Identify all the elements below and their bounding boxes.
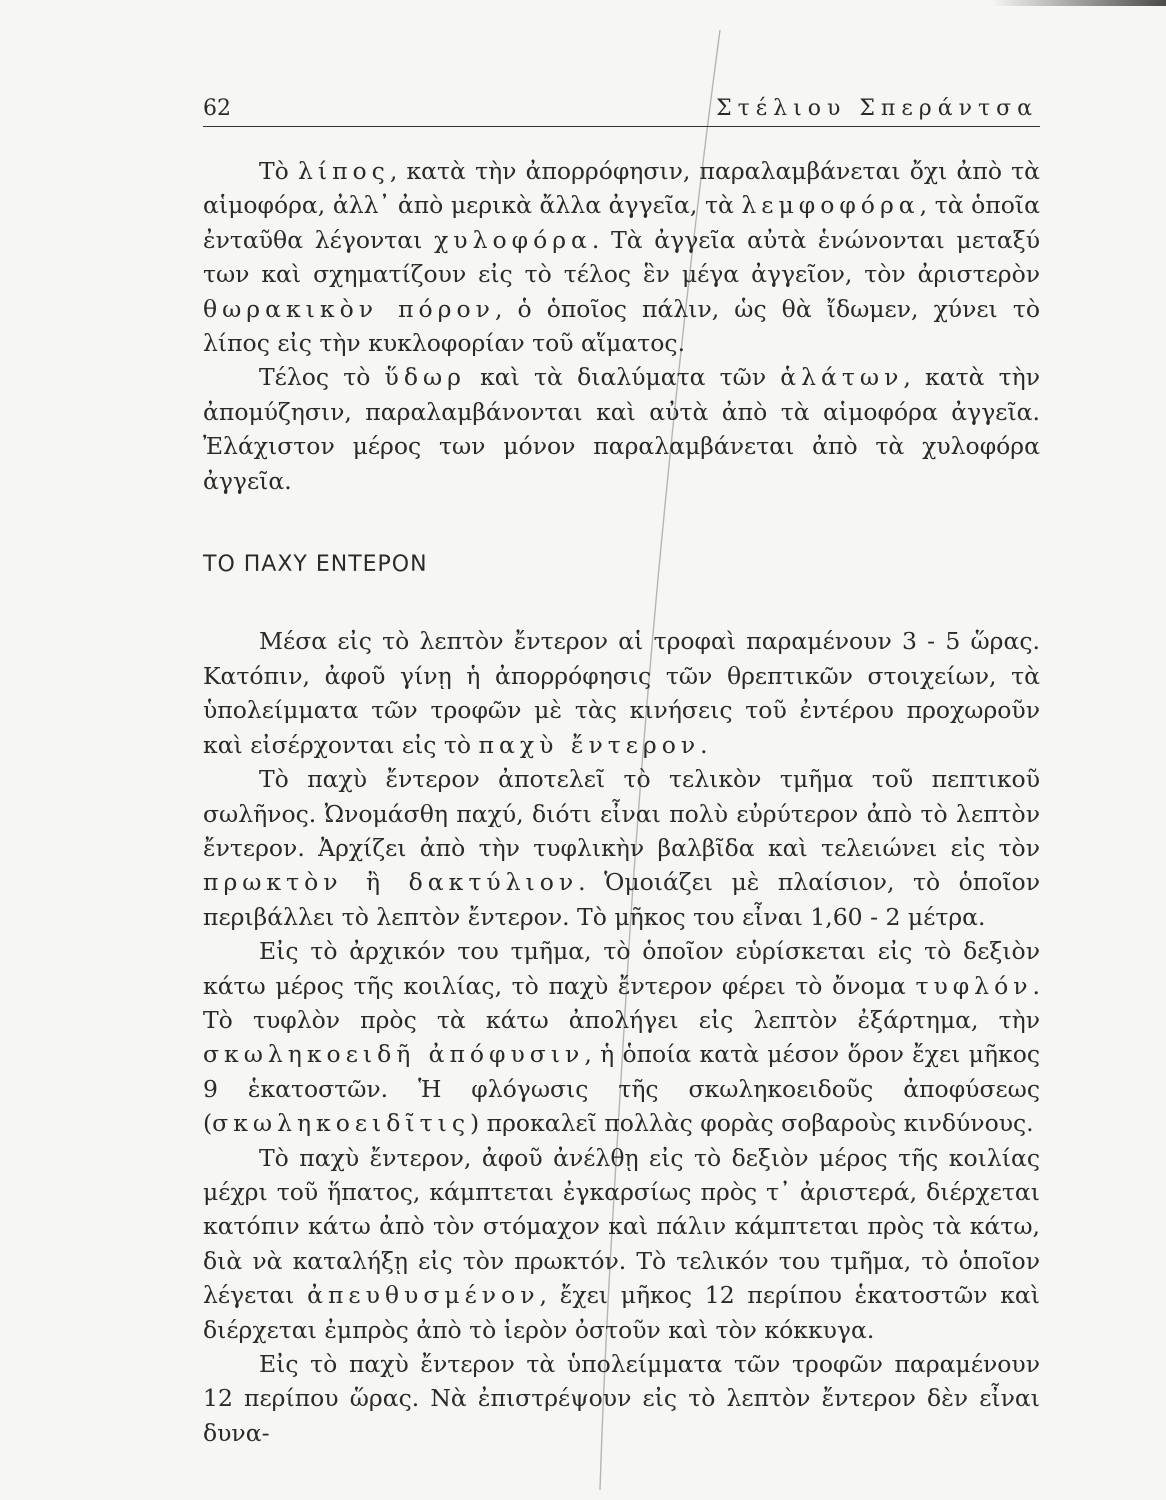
- paragraph-1: Τὸ λίπος, κατὰ τὴν ἀπορρόφησιν, παραλαμβάνεται ὄχι ἀπὸ τὰ αἱμοφόρα, ἀλλ᾽ ἀπὸ μερικὰ ἄλλα ἀγγεῖα, τὰ λεμφοφόρα, τὰ ὁποῖα ἐνταῦθα λέγονται χυλοφόρα. Τὰ ἀγγεῖα αὐτὰ ἑνώνονται μεταξύ των καὶ σχηματίζουν εἰς τὸ τέλος ἓν μέγα ἀγγεῖον, τὸν ἀριστερὸν θωρακικὸν πόρον, ὁ ὁποῖος πάλιν, ὡς θὰ ἴδωμεν, χύνει τὸ λίπος εἰς τὴν κυκλοφορίαν τοῦ αἵματος.: [203, 157, 1040, 358]
- paragraph-7: Εἰς τὸ παχὺ ἔντερον τὰ ὑπολείμματα τῶν τροφῶν παραμένουν 12 περίπου ὥρας. Νὰ ἐπιστρέψουν εἰς τὸ λεπτὸν ἔντερον δὲν εἶναι δυνα-: [203, 1350, 1040, 1447]
- body-text: [203, 154, 1040, 1450]
- spaced-term: λεμφοφόρα: [741, 191, 920, 220]
- paragraph-3: Μέσα εἰς τὸ λεπτὸν ἔντερον αἱ τροφαὶ παραμένουν 3 - 5 ὥρας. Κατόπιν, ἀφοῦ γίνῃ ἡ ἀπορρόφησις τῶν θρεπτικῶν στοιχείων, τὰ ὑπολείμματα τῶν τροφῶν μὲ τὰς κινήσεις τοῦ ἐντέρου προχωροῦν καὶ εἰσέρχονται εἰς τὸ παχὺ ἔντερον.: [203, 627, 1040, 759]
- running-head: Στέλιου Σπεράντσα: [716, 96, 1038, 121]
- scan-edge-shadow: [0, 0, 1166, 6]
- spaced-term: ἁλάτων: [780, 363, 904, 392]
- spaced-term: σκωληκοειδῆ ἀπόφυσιν: [203, 1040, 585, 1069]
- spaced-term: σκωληκοειδῖτις: [212, 1109, 470, 1138]
- spaced-term: τυφλόν: [915, 971, 1033, 1000]
- spaced-term: παχὺ ἔντερον: [478, 730, 701, 759]
- paragraph-6: Τὸ παχὺ ἔντερον, ἀφοῦ ἀνέλθῃ εἰς τὸ δεξιὸν μέρος τῆς κοιλίας μέχρι τοῦ ἥπατος, κάμπτεται ἐγκαρσίως πρὸς τ᾽ ἀριστερά, διέρχεται κατόπιν κάτω ἀπὸ τὸν στόμαχον καὶ πάλιν κάμπτεται πρὸς τὰ κάτω, διὰ νὰ καταλήξῃ εἰς τὸν πρωκτόν. Τὸ τελικόν του τμῆμα, τὸ ὁποῖον λέγεται ἀπευθυσμένον, ἔχει μῆκος 12 περίπου ἑκατοστῶν καὶ διέρχεται ἐμπρὸς ἀπὸ τὸ ἱερὸν ὀστοῦν καὶ τὸν κόκκυγα.: [203, 1143, 1040, 1344]
- paragraph-2: Τέλος τὸ ὕδωρ καὶ τὰ διαλύματα τῶν ἁλάτων, κατὰ τὴν ἀπομύζησιν, παραλαμβάνονται καὶ αὐτὰ ἀπὸ τὰ αἱμοφόρα ἀγγεῖα. Ἐλάχιστον μέρος των μόνον παραλαμβάνεται ἀπὸ τὰ χυλοφόρα ἀγγεῖα.: [203, 363, 1040, 495]
- section-heading: ΤΟ ΠΑΧΥ ΕΝΤΕΡΟΝ: [203, 552, 428, 578]
- paragraph-5: Εἰς τὸ ἀρχικόν του τμῆμα, τὸ ὁποῖον εὑρίσκεται εἰς τὸ δεξιὸν κάτω μέρος τῆς κοιλίας, τὸ παχὺ ἔντερον φέρει τὸ ὄνομα τυφλόν. Τὸ τυφλὸν πρὸς τὰ κάτω ἀπολήγει εἰς λεπτὸν ἐξάρτημα, τὴν σκωληκοειδῆ ἀπόφυσιν, ἡ ὁποία κατὰ μέσον ὅρον ἔχει μῆκος 9 ἑκατοστῶν. Ἡ φλόγωσις τῆς σκωληκοειδοῦς ἀποφύσεως (σκωληκοειδῖτις) προκαλεῖ πολλὰς φορὰς σοβαροὺς κινδύνους.: [203, 937, 1041, 1138]
- spaced-term: ἀπευθυσμένον: [307, 1281, 540, 1310]
- spaced-term: θωρακικὸν πόρον: [203, 294, 495, 323]
- spaced-term: χυλοφόρα: [434, 225, 592, 254]
- spaced-term: πρωκτὸν ἢ δακτύλιον: [203, 868, 579, 897]
- page-header: [203, 96, 1040, 127]
- spaced-term: λίπος: [297, 157, 390, 185]
- page-number: 62: [203, 96, 231, 121]
- paragraph-4: Τὸ παχὺ ἔντερον ἀποτελεῖ τὸ τελικὸν τμῆμα τοῦ πεπτικοῦ σωλῆνος. Ὠνομάσθη παχύ, διότι εἶναι πολὺ εὐρύτερον ἀπὸ τὸ λεπτὸν ἔντερον. Ἀρχίζει ἀπὸ τὴν τυφλικὴν βαλβῖδα καὶ τελειώνει εἰς τὸν πρωκτὸν ἢ δακτύλιον. Ὁμοιάζει μὲ πλαίσιον, τὸ ὁποῖον περιβάλλει τὸ λεπτὸν ἔντερον. Τὸ μῆκος του εἶναι 1,60 - 2 μέτρα.: [203, 765, 1040, 931]
- spaced-term: ὕδωρ: [384, 363, 466, 392]
